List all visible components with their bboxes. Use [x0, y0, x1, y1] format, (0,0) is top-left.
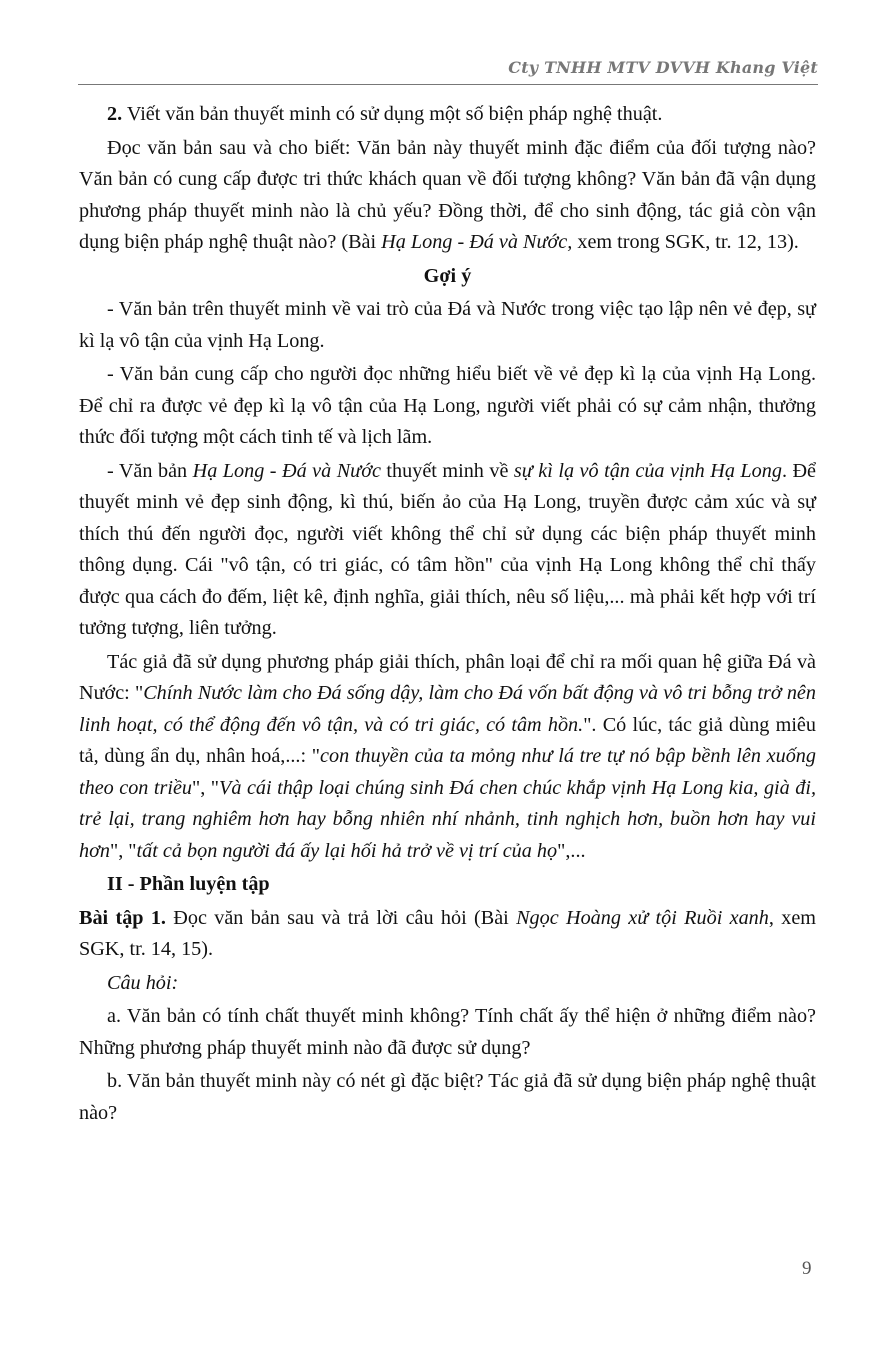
questions-label: Câu hỏi:	[107, 971, 179, 994]
page-content	[79, 99, 816, 1131]
exercise-label: Bài tập 1.	[79, 906, 166, 929]
section-number: 2.	[107, 103, 123, 125]
question-b: b. Văn bản thuyết minh này có nét gì đặc biệt? Tác giả đã sử dụng biện pháp nghệ thuật nào?	[79, 1070, 816, 1124]
hint-paragraph-3: - Văn bản Hạ Long - Đá và Nước thuyết minh về sự kì lạ vô tận của vịnh Hạ Long. Để thuyết minh vẻ đẹp sinh động, kì thú, biến ảo của Hạ Long, truyền được cảm xúc và sự thích thú đến người đọc, người viết không thể chỉ sử dụng các biện pháp thuyết minh thông dụng. Cái "vô tận, có tri giác, có tâm hồn" của vịnh Hạ Long không thể chỉ thấy được qua cách đo đếm, liệt kê, định nghĩa, giải thích, nêu số liệu,... mà phải kết hợp với trí tưởng tượng, liên tưởng.	[79, 459, 817, 639]
hint-paragraph-4: Tác giả đã sử dụng phương pháp giải thích, phân loại để chỉ ra mối quan hệ giữa Đá và Nước: "Chính Nước làm cho Đá sống dậy, làm cho Đá vốn bất động và vô tri bỗng trở nên linh hoạt, có thể động đến vô tận, và có tri giác, có tâm hồn.". Có lúc, tác giả dùng miêu tả, dùng ẩn dụ, nhân hoá,...: "con thuyền của ta mỏng như lá tre tự nó bập bềnh lên xuống theo con triều", "Và cái thập loại chúng sinh Đá chen chúc khắp vịnh Hạ Long kia, già đi, trẻ lại, trang nghiêm hơn hay bỗng nhiên nhí nhảnh, tinh nghịch hơn, buồn hơn hay vui hơn", "tất cả bọn người đá ấy lại hối hả trở về vị trí của họ",...	[79, 650, 816, 862]
exercise-1: Bài tập 1. Đọc văn bản sau và trả lời câu hỏi (Bài Ngọc Hoàng xử tội Ruồi xanh, xem SGK, tr. 14, 15).	[79, 906, 816, 960]
hint-paragraph-2: - Văn bản cung cấp cho người đọc những hiểu biết về vẻ đẹp kì lạ của vịnh Hạ Long. Để chỉ ra được vẻ đẹp kì lạ vô tận của Hạ Long, người viết phải có sự cảm nhận, thưởng thức đối tượng một cách tinh tế và lịch lãm.	[79, 363, 816, 448]
work-title: Hạ Long - Đá và Nước,	[381, 231, 573, 253]
page-number: 9	[802, 1258, 812, 1279]
hint-paragraph-1: - Văn bản trên thuyết minh về vai trò của Đá và Nước trong việc tạo lập nên vẻ đẹp, sự kì lạ vô tận của vịnh Hạ Long.	[79, 298, 816, 352]
hint-heading: Gợi ý	[423, 264, 472, 287]
practice-heading: II - Phần luyện tập	[107, 873, 270, 895]
question-a: a. Văn bản có tính chất thuyết minh không? Tính chất ấy thể hiện ở những điểm nào? Những phương pháp thuyết minh nào đã được sử dụng?	[79, 1005, 816, 1059]
section-2-title: 2. Viết văn bản thuyết minh có sử dụng một số biện pháp nghệ thuật.	[107, 103, 663, 125]
publisher-name: Cty TNHH MTV DVVH Khang Việt	[508, 58, 818, 77]
page-header	[78, 58, 818, 85]
section-2-prompt: Đọc văn bản sau và cho biết: Văn bản này thuyết minh đặc điểm của đối tượng nào? Văn bản có cung cấp được tri thức khách quan về đối tượng không? Văn bản đã vận dụng phương pháp thuyết minh nào là chủ yếu? Đồng thời, để cho sinh động, tác giả còn vận dụng biện pháp nghệ thuật nào? (Bài Hạ Long - Đá và Nước, xem trong SGK, tr. 12, 13).	[79, 136, 816, 253]
